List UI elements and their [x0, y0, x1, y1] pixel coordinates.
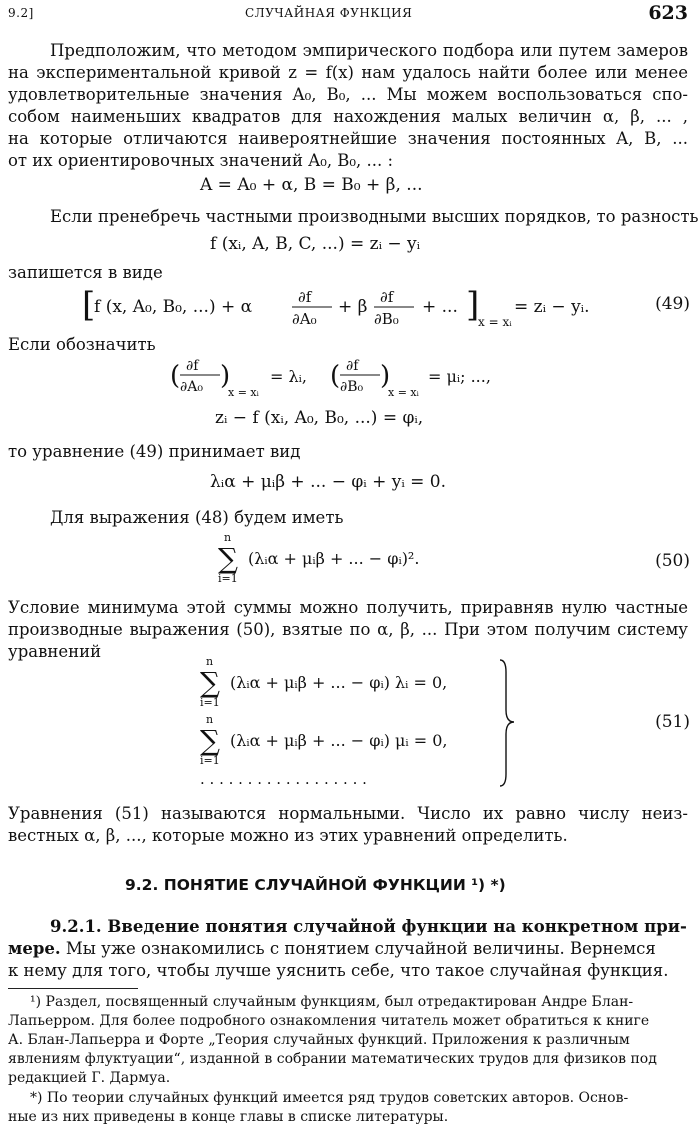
equation-50-number: (50): [655, 551, 690, 571]
footnote-1-line-4: явлениям флуктуации“, изданной в собрании математических трудов для физиков под: [8, 1051, 657, 1067]
lambda-rhs: = λᵢ,: [270, 367, 307, 386]
eq49-frac2-num: ∂f: [380, 288, 394, 306]
then-equation-line: то уравнение (49) принимает вид: [8, 442, 301, 461]
footnote-1-line-5: редакцией Г. Дармуа.: [8, 1070, 171, 1086]
equation-lambda-mu: [170, 350, 570, 408]
minimum-line-3: уравнений: [8, 642, 102, 661]
sum2-upper: n: [206, 713, 214, 726]
subsection-text-2: Мы уже ознакомились с понятием случайной величины. Вернемся: [60, 939, 656, 958]
equation-linear: λᵢα + μᵢβ + ... − φᵢ + yᵢ = 0.: [210, 472, 447, 492]
minimum-line-1: Условие минимума этой суммы можно получить, приравняв нулю частные: [8, 598, 688, 617]
equation-50: [218, 530, 518, 586]
eq49-subscript: x = xᵢ: [478, 315, 512, 329]
eq49-plus-beta: + β: [338, 297, 368, 317]
eq49-left: f (x, A₀, B₀, ...) + α: [94, 297, 253, 317]
lambda-sub: x = xᵢ: [228, 386, 259, 399]
sum1-lower: i=1: [200, 696, 220, 709]
lambda-open-paren: (: [170, 361, 181, 391]
equation-phi: zᵢ − f (xᵢ, A₀, B₀, ...) = φᵢ,: [215, 408, 424, 428]
section-reference: 9.2]: [8, 6, 34, 20]
eq49-frac2-den: ∂B₀: [374, 310, 399, 328]
mu-frac-num: ∂f: [346, 358, 359, 374]
eq51-dots: . . . . . . . . . . . . . . . . . .: [200, 770, 367, 788]
system-brace: [500, 660, 514, 786]
intro-line-2: на экспериментальной кривой z = f(x) нам удалось найти более или менее: [8, 63, 688, 82]
intro-line-3: удовлетворительные значения A₀, B₀, ... Мы можем воспользоваться спо-: [8, 85, 688, 104]
eq50-body: (λᵢα + μᵢβ + ... − φᵢ)².: [248, 549, 420, 568]
eq49-frac1-den: ∂A₀: [292, 310, 317, 328]
page-number: 623: [648, 2, 688, 24]
equation-51: [200, 652, 530, 792]
footnote-2-line-1: *) По теории случайных функций имеется ряд трудов советских авторов. Основ-: [30, 1090, 629, 1106]
footnote-1-line-2: Лапьерром. Для более подробного ознакомления читатель может обратиться к книге: [8, 1013, 650, 1029]
eq51-row-2: (λᵢα + μᵢβ + ... − φᵢ) μᵢ = 0,: [230, 731, 448, 750]
intro-line-6: от их ориентировочных значений A₀, B₀, ... :: [8, 151, 394, 170]
sum-sign: ∑: [218, 542, 238, 575]
running-title: СЛУЧАЙНАЯ ФУНКЦИЯ: [245, 6, 413, 20]
mu-rhs: = μᵢ; ...,: [428, 367, 491, 386]
right-bracket: ]: [466, 285, 480, 325]
section-title: 9.2. ПОНЯТИЕ СЛУЧАЙНОЙ ФУНКЦИИ ¹) *): [125, 876, 506, 894]
eq49-tail: + ...: [422, 297, 458, 317]
left-bracket: [: [82, 285, 96, 325]
sum2-sign: ∑: [200, 724, 220, 757]
footnote-1-line-1: ¹) Раздел, посвященный случайным функциям, был отредактирован Андре Блан-: [30, 994, 634, 1010]
written-as-line: запишется в виде: [8, 263, 163, 282]
eq51-row-1: (λᵢα + μᵢβ + ... − φᵢ) λᵢ = 0,: [230, 673, 448, 692]
sum2-lower: i=1: [200, 754, 220, 767]
if-denote-line: Если обозначить: [8, 335, 156, 354]
subsection-heading-1: 9.2.1. Введение понятия случайной функции на конкретном при-: [50, 917, 687, 936]
mu-frac-den: ∂B₀: [340, 379, 364, 395]
mu-open-paren: (: [330, 361, 341, 391]
lambda-frac-num: ∂f: [186, 358, 199, 374]
equation-49: [80, 282, 640, 332]
normal-line-1: Уравнения (51) называются нормальными. Число их равно числу неиз-: [8, 804, 688, 823]
subsection-line-3: к нему для того, чтобы лучше уяснить себе, что такое случайная функция.: [8, 961, 669, 980]
neglect-line: Если пренебречь частными производными высших порядков, то разность: [50, 207, 699, 226]
lambda-frac-den: ∂A₀: [180, 379, 203, 395]
mu-close-paren: ): [380, 361, 391, 391]
for-expression-line: Для выражения (48) будем иметь: [50, 508, 344, 527]
intro-line-4: собом наименьших квадратов для нахождения малых величин α, β, ... ,: [8, 107, 688, 126]
sum1-sign: ∑: [200, 666, 220, 699]
subsection-line-2: [8, 938, 688, 960]
footnote-2-line-2: ные из них приведены в конце главы в списке литературы.: [8, 1109, 449, 1125]
lambda-close-paren: ): [220, 361, 231, 391]
eq49-frac1-num: ∂f: [298, 288, 312, 306]
intro-line-5: на которые отличаются наивероятнейшие значения постоянных A, B, ...: [8, 129, 688, 148]
mu-sub: x = xᵢ: [388, 386, 419, 399]
sum-lower: i=1: [218, 572, 238, 585]
normal-line-2: вестных α, β, ..., которые можно из этих уравнений определить.: [8, 826, 568, 845]
sum1-upper: n: [206, 655, 214, 668]
equation-51-number: (51): [655, 712, 690, 732]
equation-constants: A = A₀ + α, B = B₀ + β, ...: [200, 175, 423, 195]
minimum-line-2: производные выражения (50), взятые по α, β, ... При этом получим систему: [8, 620, 688, 639]
equation-difference: f (xᵢ, A, B, C, ...) = zᵢ − yᵢ: [210, 234, 421, 254]
subsection-heading-2: мере.: [8, 939, 61, 958]
intro-line-1: Предположим, что методом эмпирического подбора или путем замеров: [50, 41, 688, 60]
eq49-right: = zᵢ − yᵢ.: [514, 297, 590, 317]
footnote-1-line-3: А. Блан-Лапьерра и Форте „Теория случайных функций. Приложения к различным: [8, 1032, 630, 1048]
sum-upper: n: [224, 531, 232, 544]
equation-49-number: (49): [655, 294, 690, 314]
footnote-rule: [8, 988, 138, 989]
